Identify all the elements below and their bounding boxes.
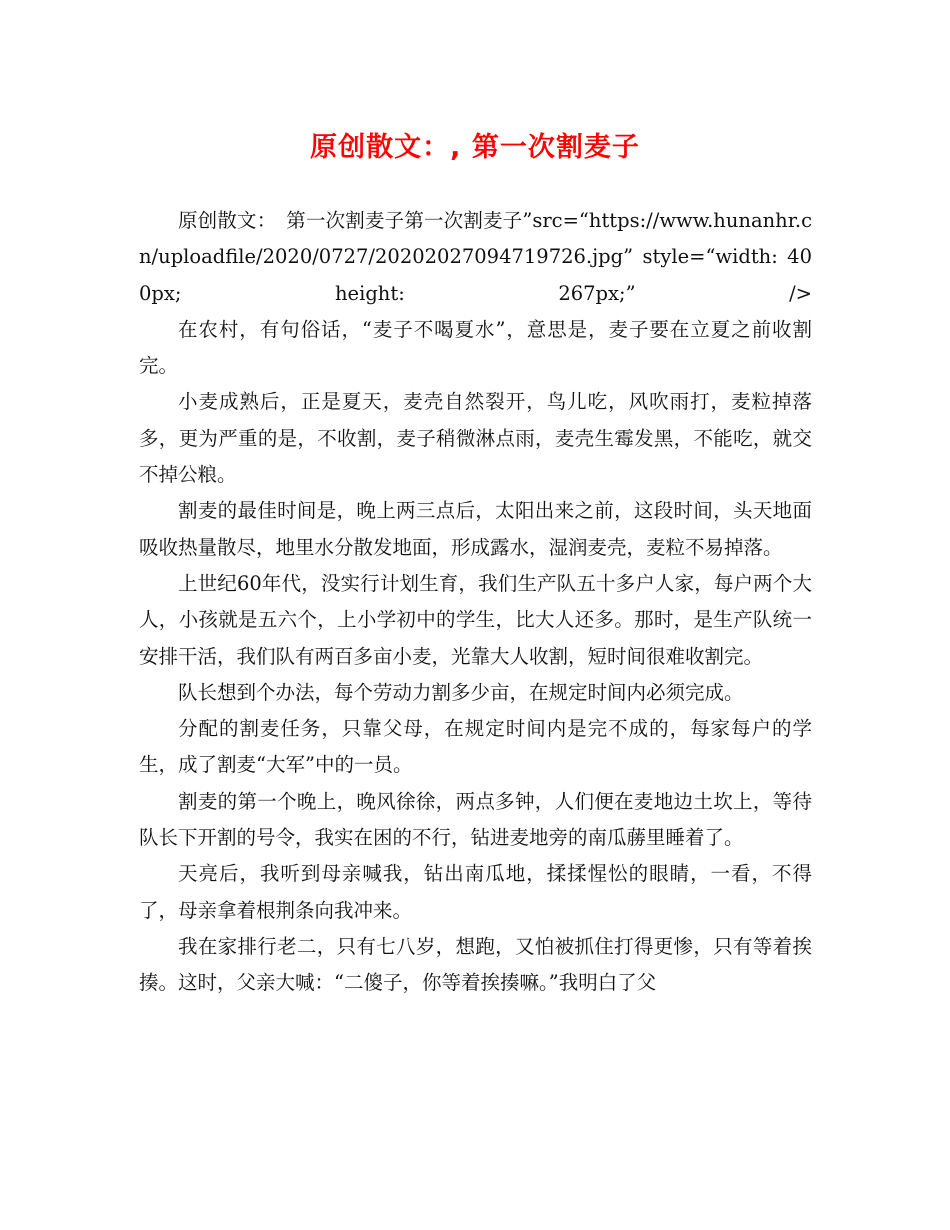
paragraph: 原创散文： 第一次割麦子第一次割麦子”src=“https://www.hunanhr.cn/uploadfile/2020/0727/20202027094719726.jpg” style=“width: 400px; height: 267px;” />	[139, 209, 812, 305]
paragraph: 我在家排行老二，只有七八岁，想跑，又怕被抓住打得更惨，只有等着挨揍。这时，父亲大喊：“二傻子，你等着挨揍嘛。”我明白了父	[139, 934, 812, 995]
paragraph: 割麦的最佳时间是，晚上两三点后，太阳出来之前，这段时间，头天地面吸收热量散尽，地里水分散发地面，形成露水，湿润麦壳，麦粒不易掉落。	[139, 499, 812, 559]
paragraph: 在农村，有句俗话，“麦子不喝夏水”，意思是，麦子要在立夏之前收割完。	[139, 317, 812, 378]
paragraph: 割麦的第一个晚上，晚风徐徐，两点多钟，人们便在麦地边土坎上，等待队长下开割的号令，我实在困的不行，钻进麦地旁的南瓜蕂里睡着了。	[139, 789, 812, 850]
paragraph: 天亮后，我听到母亲喊我，钻出南瓜地，揉揉惺忪的眼睛，一看，不得了，母亲拿着根荆条向我冲来。	[139, 862, 812, 922]
paragraph: 分配的割麦任务，只靠父母，在规定时间内是完不成的，每家每户的学生，成了割麦“大军”中的一员。	[139, 717, 812, 777]
document-title: 原创散文：, 第一次割麦子	[310, 132, 640, 163]
paragraph: 上世纪60年代，没实行计划生育，我们生产队五十多户人家，每户两个大人，小孩就是五六个，上小学初中的学生，比大人还多。那时，是生产队统一安排干活，我们队有两百多亩小麦，光靠大人收割，短时间很难收割完。	[139, 571, 812, 668]
paragraph: 小麦成熟后，正是夏天，麦壳自然裂开，鸟儿吃，风吹雨打，麦粒掉落多，更为严重的是，不收割，麦子稍微淋点雨，麦壳生霉发黑，不能吃，就交不掉公粮。	[139, 390, 812, 487]
document-body	[139, 203, 812, 1002]
paragraph: 队长想到个办法，每个劳动力割多少亩，在规定时间内必须完成。	[178, 680, 744, 704]
